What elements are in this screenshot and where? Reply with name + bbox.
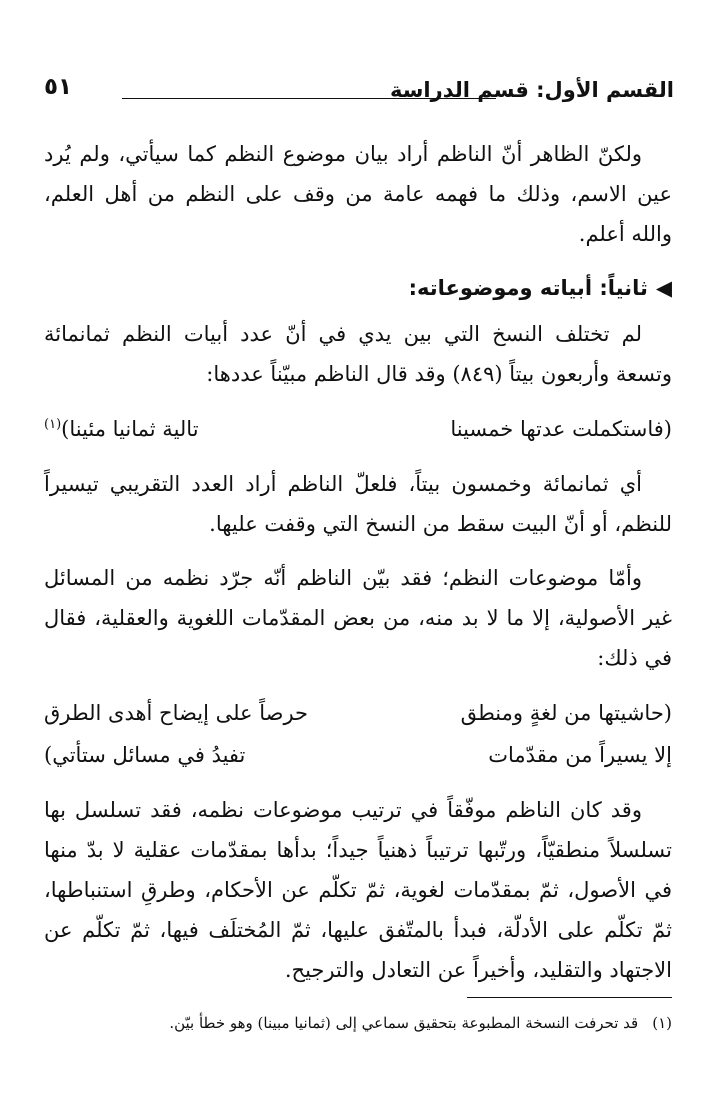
footnote-number: (١) (652, 1014, 672, 1032)
header-rule (122, 98, 496, 99)
paragraph-3: أي ثمانمائة وخمسون بيتاً، فلعلّ الناظم أراد العدد التقريبي تيسيراً للنظم، أو أنّ البيت سقط من النسخ التي وقفت عليها. (44, 472, 672, 536)
footnote-separator (467, 997, 672, 998)
verse-line-1 (44, 692, 672, 734)
page-number: ٥١ (44, 74, 73, 100)
paragraph-5: وقد كان الناظم موفّقاً في ترتيب موضوعات نظمه، فقد تسلسل بها تسلسلاً منطقيّاً، ورتّبها ترتيباً ذهنياً جيداً؛ بدأها بمقدّمات عقلية لا بدّ منها في الأصول، ثمّ بمقدّمات لغوية، ثمّ تكلّم عن الأحكام، وطرقِ استنباطها، ثمّ تكلّم على الأدلّة، فبدأ بالمتّفق عليها، ثمّ المُختلَف فيها، ثمّ تكلّم عن الاجتهاد والتقليد، وأخيراً عن التعادل والترجيح. (44, 798, 672, 982)
paragraph-1: ولكنّ الظاهر أنّ الناظم أراد بيان موضوع النظم كما سيأتي، ولم يُرد عين الاسم، وذلك ما فهمه عامة من وقف على النظم من أهل العلم، والله أعلم. (44, 142, 672, 246)
header-title: القسم الأول: قسم الدراسة (390, 78, 674, 102)
footnote-text: قد تحرفت النسخة المطبوعة بتحقيق سماعي إلى (ثمانيا مبينا) وهو خطأ بيّن. (169, 1014, 639, 1032)
verse-line (44, 408, 672, 450)
section-heading-text: ثانياً: أبياته وموضوعاته: (408, 276, 648, 300)
verse-2-right-hemistich: إلا يسيراً من مقدّمات (488, 743, 672, 767)
verse-2-left-hemistich: تفيدُ في مسائل ستأتي) (44, 743, 246, 767)
verse-right-hemistich: (فاستكملت عدتها خمسينا (450, 417, 672, 441)
verse-left-text: تالية ثمانيا مئينا) (61, 417, 199, 441)
footnote (44, 1010, 672, 1036)
arrow-marker-icon: ◀ (655, 276, 672, 300)
verse-1-right-hemistich: (حاشيتها من لغةٍ ومنطق (460, 701, 672, 725)
paragraph-4: وأمّا موضوعات النظم؛ فقد بيّن الناظم أنّه جرّد نظمه من المسائل غير الأصولية، إلا ما لا بد منه، من بعض المقدّمات اللغوية والعقلية، فقال في ذلك: (44, 566, 672, 670)
running-header (44, 74, 674, 108)
verse-1-left-hemistich: حرصاً على إيضاح أهدى الطرق (44, 701, 309, 725)
paragraph-2: لم تختلف النسخ التي بين يدي في أنّ عدد أبيات النظم ثمانمائة وتسعة وأربعون بيتاً (٨٤٩) وقد قال الناظم مبيّناً عددها: (44, 322, 672, 386)
verse-left-hemistich (44, 408, 199, 450)
section-heading (44, 268, 672, 308)
page-body (44, 134, 672, 1004)
verse-line-2 (44, 734, 672, 776)
verse-block (44, 692, 672, 776)
footnote-reference[interactable]: (١) (44, 417, 62, 432)
